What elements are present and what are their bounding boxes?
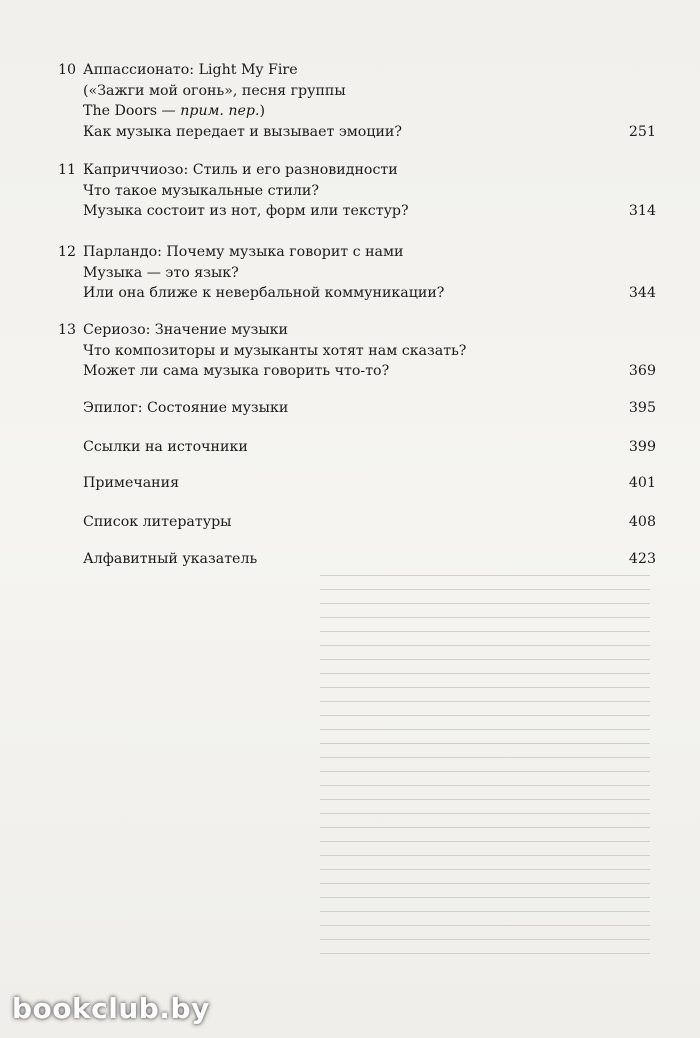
section-title: Алфавитный указатель bbox=[83, 551, 258, 567]
section-title: Ссылки на источники bbox=[83, 439, 248, 455]
chapter-question: Или она ближе к невербальной коммуникации? bbox=[83, 285, 445, 301]
chapter-question: Что композиторы и музыканты хотят нам сказать? bbox=[83, 342, 467, 359]
toc-entry-references[interactable] bbox=[58, 437, 656, 458]
toc-entry-epilogue[interactable] bbox=[58, 398, 656, 419]
chapter-question: Что такое музыкальные стили? bbox=[83, 182, 319, 199]
page-number: 344 bbox=[628, 285, 656, 301]
page-number: 399 bbox=[628, 439, 656, 455]
chapter-subtitle bbox=[83, 101, 265, 122]
section-title: Эпилог: Состояние музыки bbox=[83, 400, 289, 416]
watermark-logo: bookclub.by bbox=[12, 992, 210, 1025]
page-number: 401 bbox=[628, 475, 656, 491]
toc-entry-notes[interactable] bbox=[58, 473, 656, 494]
chapter-question: Может ли сама музыка говорить что-то? bbox=[83, 363, 390, 379]
toc-entry-bibliography[interactable] bbox=[58, 512, 656, 533]
chapter-title: Парландо: Почему музыка говорит с нами bbox=[83, 244, 404, 260]
chapter-number: 12 bbox=[58, 244, 77, 260]
show-through-lines bbox=[320, 575, 650, 967]
page-number: 395 bbox=[628, 400, 656, 416]
toc-entry-index[interactable] bbox=[58, 549, 656, 570]
toc-entry-chapter-12[interactable] bbox=[58, 242, 656, 304]
chapter-title: Аппассионато: Light My Fire bbox=[83, 62, 298, 78]
chapter-question: Как музыка передает и вызывает эмоции? bbox=[83, 123, 402, 140]
section-title: Список литературы bbox=[83, 514, 232, 530]
chapter-number: 13 bbox=[58, 322, 77, 338]
chapter-title: Каприччиозо: Стиль и его разновидности bbox=[83, 162, 398, 178]
toc-entry-chapter-13[interactable] bbox=[58, 320, 656, 382]
section-title: Примечания bbox=[83, 475, 180, 491]
chapter-number: 11 bbox=[58, 162, 77, 178]
toc-entry-chapter-10[interactable] bbox=[58, 60, 656, 142]
chapter-subtitle: («Зажги мой огонь», песня группы bbox=[83, 82, 346, 99]
show-through-decoration: ​ bbox=[498, 120, 502, 171]
band-name: The Doors — bbox=[83, 103, 181, 119]
page-number: 251 bbox=[628, 123, 656, 140]
page-number: 369 bbox=[628, 363, 656, 379]
chapter-question: Музыка состоит из нот, форм или текстур? bbox=[83, 203, 409, 219]
closing-paren: ) bbox=[259, 103, 266, 119]
page-number: 314 bbox=[628, 203, 656, 219]
toc-entry-chapter-11[interactable] bbox=[58, 160, 656, 222]
page-number: 423 bbox=[628, 551, 656, 567]
chapter-title: Сериозо: Значение музыки bbox=[83, 322, 288, 338]
chapter-question: Музыка — это язык? bbox=[83, 264, 239, 281]
page-number: 408 bbox=[628, 514, 656, 530]
translator-note: прим. пер. bbox=[180, 103, 260, 119]
chapter-number: 10 bbox=[58, 62, 77, 78]
